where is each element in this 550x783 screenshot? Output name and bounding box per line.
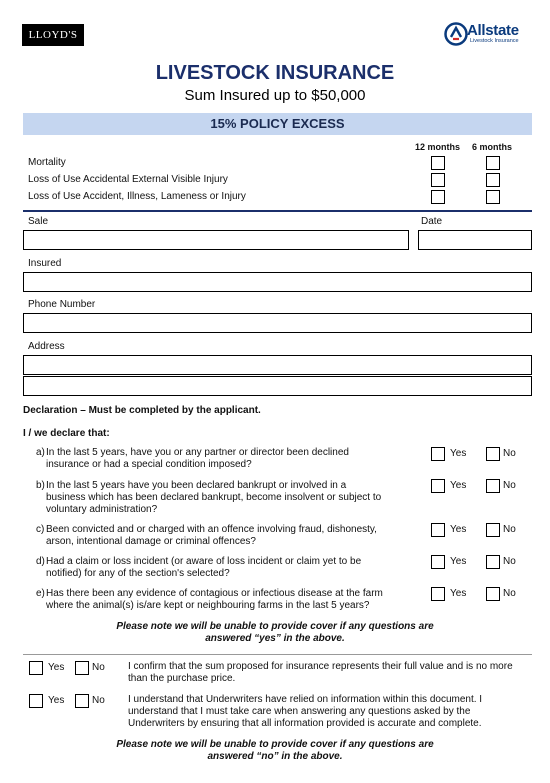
question-text: In the last 5 years have you been declared bankrupt or involved in a business which has been declared bankrupt, become insolvent or subject to voluntary administration? xyxy=(46,480,382,515)
question-d xyxy=(36,556,396,580)
yes-label: Yes xyxy=(450,588,467,599)
coverage-loss-of-use-injury: Loss of Use Accidental External Visible Injury xyxy=(28,174,228,185)
injury-12-checkbox[interactable] xyxy=(431,173,445,187)
no-label: No xyxy=(503,588,516,599)
question-letter: e) xyxy=(36,588,45,599)
question-letter: a) xyxy=(36,447,45,458)
coverage-mortality: Mortality xyxy=(28,157,66,168)
question-e-yes-checkbox[interactable] xyxy=(431,587,445,601)
question-letter: c) xyxy=(36,524,45,535)
note-no-line2: answered “no” in the above. xyxy=(207,751,343,762)
question-e xyxy=(36,588,396,612)
confirmation-2-text: I understand that Underwriters have relied on information within this document. I understand that I must take care when answering any questions asked by the Underwriters by ensuring that all information provided is accurate and complete. xyxy=(128,694,483,729)
yes-label: Yes xyxy=(450,524,467,535)
yes-label: Yes xyxy=(450,556,467,567)
declaration-heading: Declaration – Must be completed by the applicant. xyxy=(23,405,261,416)
no-label: No xyxy=(503,480,516,491)
confirm-2-no-checkbox[interactable] xyxy=(75,694,89,708)
lloyds-logo: LLOYD'S xyxy=(22,24,84,46)
page-subtitle: Sum Insured up to $50,000 xyxy=(184,87,366,104)
question-d-no-checkbox[interactable] xyxy=(486,555,500,569)
address-field-line2[interactable] xyxy=(23,376,532,396)
confirmation-divider xyxy=(23,654,532,655)
address-field-line1[interactable] xyxy=(23,355,532,375)
date-label: Date xyxy=(421,216,443,227)
phone-label: Phone Number xyxy=(28,299,96,310)
question-letter: b) xyxy=(36,480,45,491)
page-title: LIVESTOCK INSURANCE xyxy=(155,62,395,84)
sale-field[interactable] xyxy=(23,230,409,250)
question-c xyxy=(36,524,396,548)
yes-label: Yes xyxy=(450,480,467,491)
confirm-2-yes-checkbox[interactable] xyxy=(29,694,43,708)
illness-12-checkbox[interactable] xyxy=(431,190,445,204)
no-label: No xyxy=(503,556,516,567)
question-a-yes-checkbox[interactable] xyxy=(431,447,445,461)
question-c-no-checkbox[interactable] xyxy=(486,523,500,537)
mortality-6-checkbox[interactable] xyxy=(486,156,500,170)
allstate-tagline: Livestock Insurance xyxy=(470,38,519,44)
no-label: No xyxy=(503,448,516,459)
question-text: Had a claim or loss incident (or aware of loss incident or claim yet to be notified) for any of the section's selected? xyxy=(46,556,362,579)
section-divider xyxy=(23,210,532,212)
question-a xyxy=(36,447,396,471)
confirm-1-yes-checkbox[interactable] xyxy=(29,661,43,675)
confirm-1-no-checkbox[interactable] xyxy=(75,661,89,675)
insured-field[interactable] xyxy=(23,272,532,292)
yes-label: Yes xyxy=(48,662,65,673)
sale-label: Sale xyxy=(28,216,49,227)
question-b-yes-checkbox[interactable] xyxy=(431,479,445,493)
policy-excess-banner: 15% POLICY EXCESS xyxy=(23,113,532,135)
allstate-hands-icon xyxy=(444,22,468,46)
no-label: No xyxy=(92,662,105,673)
question-e-no-checkbox[interactable] xyxy=(486,587,500,601)
question-c-yes-checkbox[interactable] xyxy=(431,523,445,537)
question-d-yes-checkbox[interactable] xyxy=(431,555,445,569)
question-letter: d) xyxy=(36,556,45,567)
date-field[interactable] xyxy=(418,230,532,250)
mortality-12-checkbox[interactable] xyxy=(431,156,445,170)
col-6-months: 6 months xyxy=(472,142,513,152)
yes-label: Yes xyxy=(450,448,467,459)
question-b-no-checkbox[interactable] xyxy=(486,479,500,493)
allstate-wordmark: Allstate xyxy=(467,22,519,39)
yes-label: Yes xyxy=(48,695,65,706)
no-label: No xyxy=(503,524,516,535)
insured-label: Insured xyxy=(28,258,62,269)
address-label: Address xyxy=(28,341,65,352)
note-no-line1: Please note we will be unable to provide cover if any questions are xyxy=(116,739,434,750)
confirmation-1-text: I confirm that the sum proposed for insurance represents their full value and is no more than the purchase price. xyxy=(128,661,513,684)
illness-6-checkbox[interactable] xyxy=(486,190,500,204)
coverage-loss-of-use-illness: Loss of Use Accident, Illness, Lameness or Injury xyxy=(28,191,246,202)
question-text: In the last 5 years, have you or any partner or director been declined insurance or had a special condition imposed? xyxy=(46,447,349,470)
question-a-no-checkbox[interactable] xyxy=(486,447,500,461)
note-yes-line2: answered “yes” in the above. xyxy=(205,633,345,644)
note-yes-line1: Please note we will be unable to provide cover if any questions are xyxy=(116,621,434,632)
question-b xyxy=(36,480,396,516)
question-text: Has there been any evidence of contagious or infectious disease at the farm where the animal(s) is/are kept or neighbouring farms in the last 5 years? xyxy=(46,588,383,611)
col-12-months: 12 months xyxy=(415,142,461,152)
declaration-intro: I / we declare that: xyxy=(23,428,110,439)
injury-6-checkbox[interactable] xyxy=(486,173,500,187)
no-label: No xyxy=(92,695,105,706)
question-text: Been convicted and or charged with an offence involving fraud, dishonesty, arson, intentional damage or criminal offences? xyxy=(46,524,377,547)
phone-field[interactable] xyxy=(23,313,532,333)
